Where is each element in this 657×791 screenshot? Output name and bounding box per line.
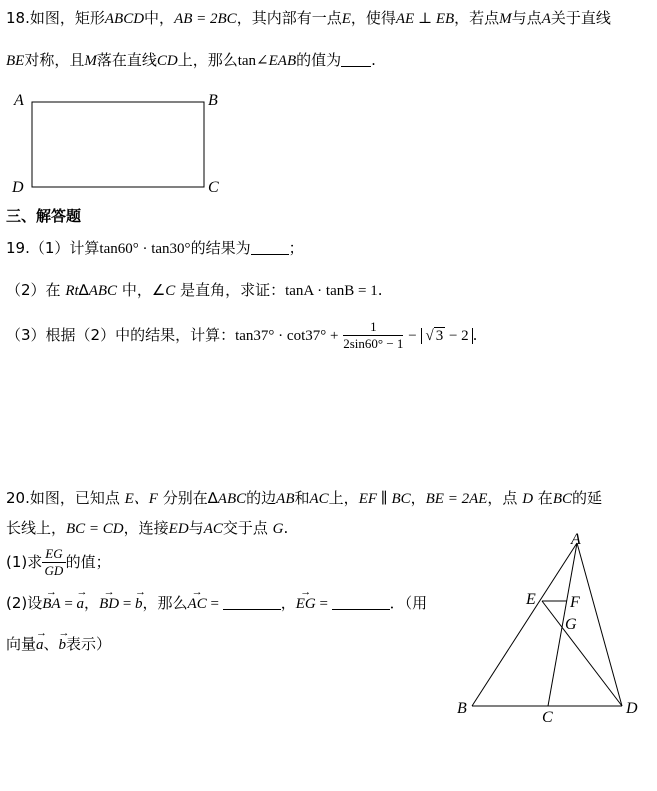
section-title: 三、解答题: [6, 207, 82, 225]
q19-expr: tanA · tanB = 1: [285, 283, 378, 299]
q18-text: 中，: [144, 9, 175, 27]
vector-bd: → BD: [99, 594, 119, 614]
q18-abcd: ABCD: [104, 11, 145, 27]
vector-ac: → AC: [188, 594, 207, 614]
label-d: D: [12, 179, 24, 196]
answer-blank[interactable]: [251, 240, 289, 255]
q20-parallel: EF ∥ BC: [358, 491, 411, 507]
vector-b: → b: [59, 635, 67, 655]
q19-text: .: [377, 281, 383, 299]
q20-text: 、: [43, 635, 59, 653]
q18-eq: AB = 2BC: [174, 11, 237, 27]
q20-text: 如图，已知点: [29, 489, 125, 507]
q19-rt: Rt: [65, 283, 79, 299]
q19-absolute-value: √ 3 − 2: [421, 328, 472, 344]
label-b: B: [208, 92, 218, 109]
q20-bc-eq: BC = CD: [66, 521, 124, 537]
q19-text: .: [472, 326, 478, 344]
q19-sqrt: 3: [435, 328, 444, 344]
q20-text: ，: [410, 489, 426, 507]
q19-fraction: [343, 319, 403, 352]
q19-c: C: [165, 283, 176, 299]
q20-line1: [6, 488, 602, 509]
vector-ba: → BA: [42, 594, 60, 614]
fraction-denominator: GD: [44, 563, 64, 578]
q20-text: (2)设: [6, 594, 43, 612]
q20-text: ，: [84, 594, 100, 612]
q20-text: 的边: [246, 489, 277, 507]
q20-text: ，: [280, 594, 296, 612]
triangle-symbol: ∆: [207, 489, 218, 507]
q18-text: 落在直线: [96, 51, 157, 69]
q20-text: 长线上，: [6, 519, 67, 537]
fraction-numerator: EG: [42, 546, 65, 563]
q20-eq: =: [315, 596, 332, 612]
q19-minus: −: [408, 328, 417, 344]
rectangle-abcd: [32, 102, 204, 187]
q19-text: 的结果为: [190, 239, 251, 257]
q20-text: 表示）: [66, 635, 112, 653]
q19-part1: [6, 238, 304, 259]
q18-rectangle-figure: [8, 88, 248, 198]
q18-text: ，使得: [350, 9, 396, 27]
q18-tan: tan∠: [237, 53, 269, 69]
q18-text: 的值为: [296, 51, 342, 69]
q20-text: 交于点: [222, 519, 273, 537]
triangle-symbol: ∆: [78, 281, 89, 299]
q18-line1: [6, 8, 611, 29]
q20-text: 的延: [571, 489, 602, 507]
q20-line2: [6, 518, 288, 539]
q20-eq: =: [119, 596, 136, 612]
label-f: F: [570, 594, 580, 611]
q18-text: 与点: [511, 9, 542, 27]
segment-ed: [542, 601, 622, 706]
q20-text: (1)求: [6, 553, 43, 571]
q18-be: BE: [6, 53, 25, 69]
q19-text: ；: [288, 239, 304, 257]
q20-d: D: [522, 491, 534, 507]
q20-part1: [6, 544, 111, 580]
q18-text: ，若点: [454, 9, 500, 27]
q20-text: 分别在: [157, 489, 208, 507]
q20-triangle-figure: [450, 530, 650, 730]
q19-expr: − 2: [445, 328, 469, 344]
fraction-denominator: 2sin60° − 1: [343, 336, 404, 351]
q20-ac: AC: [309, 491, 329, 507]
q20-number: 20.: [6, 489, 30, 507]
q20-text: 的值；: [65, 553, 111, 571]
q19-text: （2）在: [6, 281, 66, 299]
q18-eab: EAB: [268, 53, 297, 69]
q20-eq: =: [206, 596, 223, 612]
q20-text: 上，: [328, 489, 359, 507]
q20-text: 和: [294, 489, 310, 507]
q18-text: 对称，且: [24, 51, 85, 69]
label-c: C: [208, 179, 219, 196]
q19-text: 中，: [117, 281, 152, 299]
q18-point-a: A: [541, 11, 551, 27]
q18-text: .: [371, 51, 376, 69]
q20-g: G: [272, 521, 284, 537]
q20-part2: [6, 593, 427, 614]
label-d: D: [626, 700, 638, 717]
q20-text: ．（用: [389, 594, 428, 612]
vector-b: → b: [135, 594, 143, 614]
q19-text: （3）根据（2）中的结果，计算：: [6, 326, 236, 344]
q20-text: ，连接: [123, 519, 169, 537]
q20-eq: =: [60, 596, 77, 612]
fraction-numerator: 1: [343, 319, 403, 336]
q20-line4: [6, 634, 111, 655]
q18-text: 上，那么: [177, 51, 238, 69]
q20-bc: BC: [552, 491, 572, 507]
q20-fraction: [42, 546, 65, 579]
q18-text: 关于直线: [550, 9, 611, 27]
q20-text: 向量: [6, 635, 37, 653]
label-b: B: [457, 700, 467, 717]
q19-expr: tan60° · tan30°: [99, 241, 191, 257]
q20-ac: AC: [203, 521, 223, 537]
q19-expr: tan37° · cot37° +: [235, 328, 339, 344]
q20-abc: ABC: [217, 491, 247, 507]
q19-number: 19.: [6, 239, 30, 257]
q19-part2: [6, 280, 382, 301]
q19-part3: [6, 318, 477, 353]
label-a: A: [571, 531, 581, 548]
q18-text: 如图，矩形: [29, 9, 105, 27]
answer-blank-ac[interactable]: [223, 595, 281, 610]
vector-a: → a: [36, 635, 44, 655]
answer-blank[interactable]: [341, 52, 371, 67]
q20-text: 与: [188, 519, 204, 537]
segment-ab: [472, 543, 577, 706]
q20-ed: ED: [168, 521, 189, 537]
q18-cd: CD: [156, 53, 178, 69]
q20-text: ，点: [487, 489, 523, 507]
q18-point-e: E: [341, 11, 351, 27]
label-a: A: [14, 92, 24, 109]
q18-text: ，其内部有一点: [236, 9, 342, 27]
vector-eg: → EG: [296, 594, 316, 614]
label-g: G: [565, 616, 577, 633]
label-e: E: [526, 591, 536, 608]
q19-text: 是直角，求证：: [175, 281, 286, 299]
q19-text: （1）计算: [29, 239, 100, 257]
label-c: C: [542, 709, 553, 726]
q20-text: 在: [533, 489, 553, 507]
q20-text: ，那么: [142, 594, 188, 612]
q20-be-eq: BE = 2AE: [425, 491, 488, 507]
segment-ad: [577, 543, 622, 706]
q20-ab: AB: [276, 491, 295, 507]
answer-blank-eg[interactable]: [332, 595, 390, 610]
q20-ef: E、F: [124, 491, 158, 507]
q18-point-m: M: [499, 11, 512, 27]
q18-line2: [6, 50, 376, 71]
q19-abc: ABC: [88, 283, 118, 299]
q18-point-m: M: [84, 53, 97, 69]
vector-a: → a: [77, 594, 85, 614]
q18-number: 18.: [6, 9, 30, 27]
q20-text: .: [283, 519, 289, 537]
q18-perp: AE ⊥ EB: [395, 11, 455, 27]
angle-symbol: ∠: [151, 281, 166, 299]
